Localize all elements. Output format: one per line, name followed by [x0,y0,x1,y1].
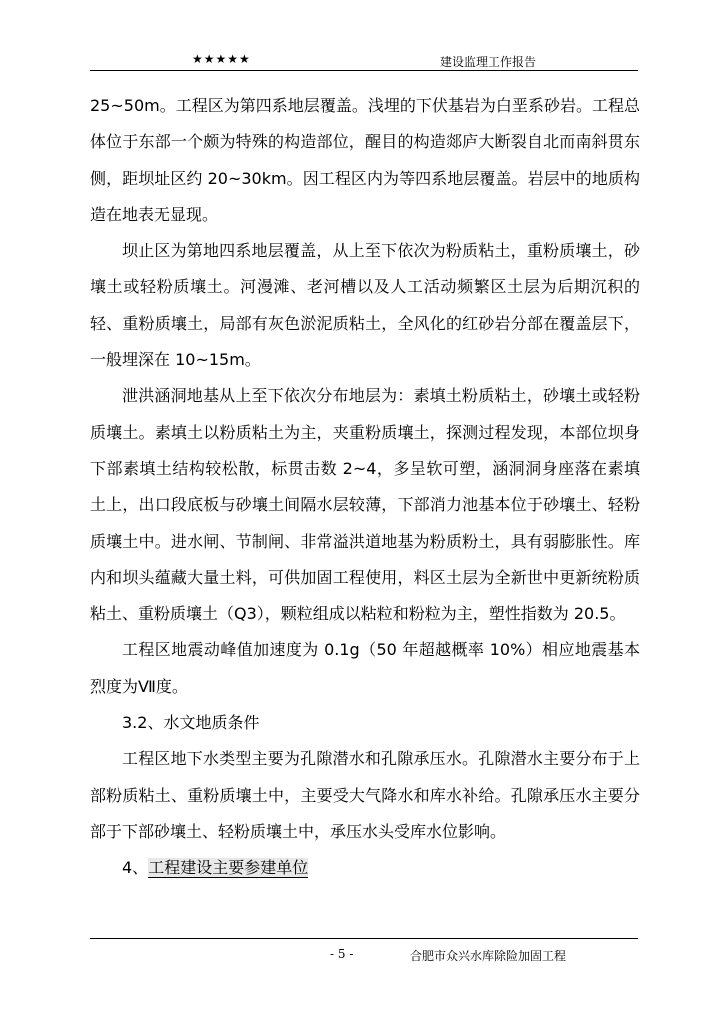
report-title: 建设监理工作报告 [440,55,537,69]
paragraph-dam-strata: 坝止区为第地四系地层覆盖，从上至下依次为粉质粘土，重粉质壤土，砂壤土或轻粉质壤土。河漫滩、老河槽以及人工活动频繁区土层为后期沉积的轻、重粉质壤土，局部有灰色淤泥质粘土，全风化的红砂岩分部在覆盖层下，一般埋深在 10~15m。 [90,241,640,370]
paragraph-geology-overview: 25~50m。工程区为第四系地层覆盖。浅埋的下伏基岩为白垩系砂岩。工程总体位于东部一个颇为特殊的构造部位，醒目的构造郯庐大断裂自北而南斜贯东侧，距坝址区约 20~30km。因工程区内为等四系地层覆盖。岩层中的地质构造在地表无显现。 [90,96,640,224]
page-header [90,50,638,71]
rating-stars: ★★★★★ [192,52,251,66]
section-title-highlighted: 工程建设主要参建单位 [148,858,309,878]
project-name: 合肥市众兴水库除险加固工程 [410,949,567,963]
page-footer [90,938,638,969]
paragraph-seismic: 工程区地震动峰值加速度为 0.1g（50 年超越概率 10%）相应地震基本烈度为Ⅶ度。 [90,640,640,696]
paragraph-groundwater: 工程区地下水类型主要为孔隙潜水和孔隙承压水。孔隙潜水主要分布于上部粉质粘土、重粉质壤土中，主要受大气降水和库水补给。孔隙承压水主要分部于下部砂壤土、轻粉质壤土中，承压水头受库水位影响。 [90,749,640,841]
section-number: 4、 [122,858,149,878]
document-body [90,88,640,887]
page-number: - 5 - [330,947,354,961]
section-heading-hydrogeology: 3.2、水文地质条件 [122,713,260,733]
paragraph-culvert-foundation: 泄洪涵洞地基从上至下依次分布地层为：素填土粉质粘土，砂壤土或轻粉质壤土。素填土以粉质粘土为主，夹重粉质壤土，探测过程发现，本部位坝身下部素填土结构较松散，标贯击数 2~4，多呈软可塑，涵洞洞身座落在素填土上，出口段底板与砂壤土间隔水层较薄，下部消力池基本位于砂壤土、轻粉质壤土中。进水闸、节制闸、非常溢洪道地基为粉质粉土，具有弱膨胀性。库内和坝头蕴藏大量土料，可供加固工程使用，料区土层为全新世中更新统粉质粘土、重粉质壤土（Q3），颗粒组成以粘粒和粉粒为主，塑性指数为 20.5。 [90,386,640,624]
section-heading-participants [90,850,640,886]
